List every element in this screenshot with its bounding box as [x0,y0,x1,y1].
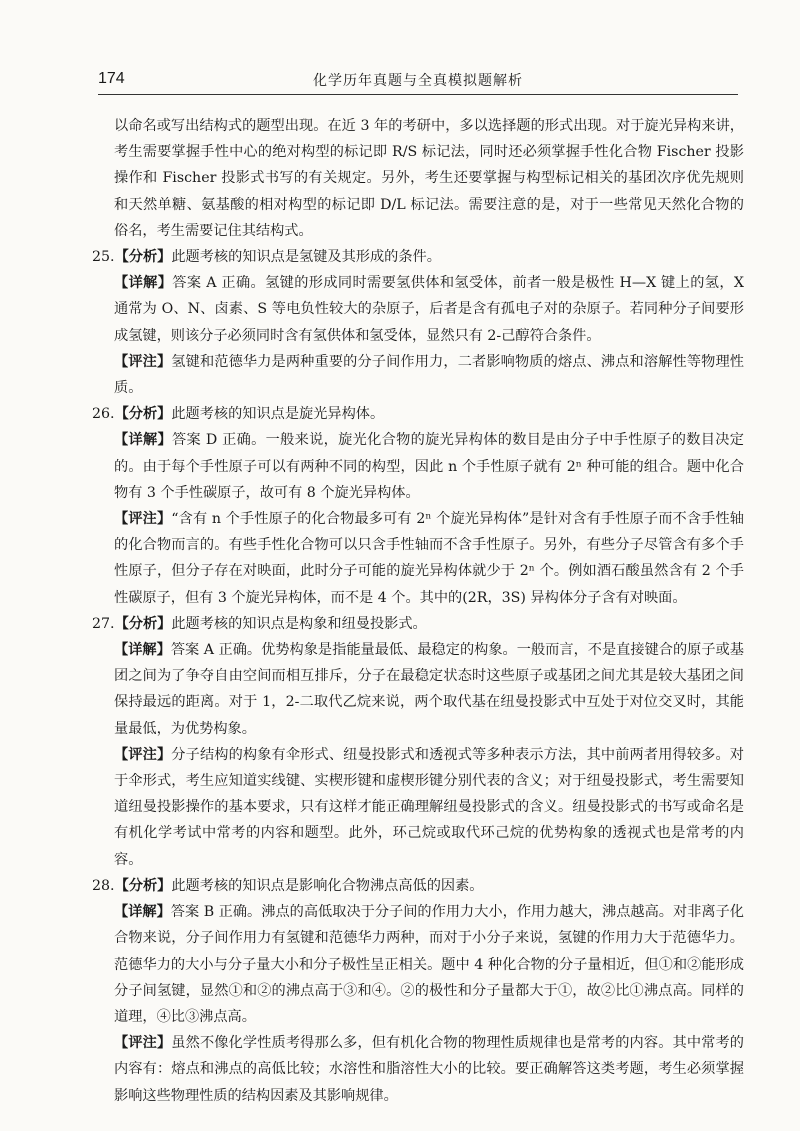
q27-comment-text: 分子结构的构象有伞形式、纽曼投影式和透视式等多种表示方法，其中前两者用得较多。对于伞形式，考生应知道实线键、实楔形键和虚楔形键分别代表的含义；对于纽曼投影式，考生需要知道纽曼投影操作的基本要求，只有这样才能正确理解纽曼投影式的含义。纽曼投影式的书写或命名是有机化学考试中常考的内容和题型。此外，环己烷或取代环己烷的优势构象的透视式也是常考的内容。 [114,746,744,868]
q26-detail-tag: 【详解】 [114,432,173,449]
q25-analysis-tag: 【分析】 [114,249,172,266]
q26-comment [92,506,744,611]
q27-comment [92,742,744,873]
q28-analysis-text: 此题考核的知识点是影响化合物沸点高低的因素。 [171,877,484,894]
q28-detail-tag: 【详解】 [114,904,171,921]
q27-analysis [92,611,744,637]
q27-number: 27. [92,615,115,632]
q25-comment [92,349,744,401]
page-body [92,113,744,1109]
header-rule [98,94,738,95]
q25-analysis-text: 此题考核的知识点是氢键及其形成的条件。 [171,249,441,266]
q26-analysis-tag: 【分析】 [114,406,172,423]
running-title: 化学历年真题与全真模拟题解析 [313,73,523,89]
q26-detail-text: 答案 D 正确。一般来说，旋光化合物的旋光异构体的数目是由分子中手性原子的数目决定的。由于每个手性原子可以有两种不同的构型，因此 n 个手性原子就有 2ⁿ 种可能的组合。题中化合物有 3 个手性碳原子，故可有 8 个旋光异构体。 [114,432,744,501]
q28-detail-text: 答案 B 正确。沸点的高低取决于分子间的作用力大小，作用力越大，沸点越高。对非离子化合物来说，分子间作用力有氢键和范德华力两种，而对于小分子来说，氢键的作用力大于范德华力。范德华力的大小与分子量大小和分子极性呈正相关。题中 4 种化合物的分子量相近，但①和②能形成分子间氢键，显然①和②的沸点高于③和④。②的极性和分子量都大于①，故②比①沸点高。同样的道理，④比③沸点高。 [114,904,744,1025]
q25-number: 25. [92,249,115,266]
q27-detail [92,637,744,742]
q28-analysis-tag: 【分析】 [114,877,172,894]
q27-analysis-tag: 【分析】 [114,615,172,632]
q28-comment-tag: 【评注】 [114,1035,172,1052]
q25-comment-text: 氢键和范德华力是两种重要的分子间作用力，二者影响物质的熔点、沸点和溶解性等物理性质。 [114,353,744,397]
q27-comment-tag: 【评注】 [114,746,172,763]
q27-detail-text: 答案 A 正确。优势构象是指能量最低、最稳定的构象。一般而言，不是直接键合的原子或基团之间为了争夺自由空间而相互排斥，分子在最稳定状态时这些原子或基团之间尤其是较大基团之间保持最远的距离。对于 1，2-二取代乙烷来说，两个取代基在纽曼投影式中互处于对位交叉时，其能量最低，为优势构象。 [114,642,744,737]
q25-comment-tag: 【评注】 [114,353,172,370]
q25-detail-text: 答案 A 正确。氢键的形成同时需要氢供体和氢受体，前者一般是极性 H—X 键上的氢，X 通常为 O、N、卤素、S 等电负性较大的杂原子，后者是含有孤电子对的杂原子。若同种分子间要形成氢键，则该分子必须同时含有氢供体和氢受体，显然只有 2-己醇符合条件。 [114,275,744,344]
page-header [98,68,738,98]
q28-analysis [92,873,744,899]
page-number: 174 [98,70,125,87]
q26-comment-tag: 【评注】 [114,511,172,528]
q25-detail [92,270,744,349]
q27-analysis-text: 此题考核的知识点是构象和纽曼投影式。 [171,615,427,632]
q26-detail [92,427,744,506]
q28-detail [92,899,744,1030]
intro-paragraph: 以命名或写出结构式的题型出现。在近 3 年的考研中，多以选择题的形式出现。对于旋光异构来讲，考生需要掌握手性中心的绝对构型的标记即 R/S 标记法，同时还必须掌握手性化合物 Fischer 投影操作和 Fischer 投影式书写的有关规定。另外，考生还要掌握与构型标记相关的基团次序优先规则和天然单糖、氨基酸的相对构型的标记即 D/L 标记法。需要注意的是，对于一些常见天然化合物的俗名，考生需要记住其结构式。 [114,118,744,239]
q26-analysis-text: 此题考核的知识点是旋光异构体。 [171,406,385,423]
q26-analysis [92,401,744,427]
q28-comment [92,1030,744,1109]
q28-comment-text: 虽然不像化学性质考得那么多，但有机化合物的物理性质规律也是常考的内容。其中常考的内容有：熔点和沸点的高低比较；水溶性和脂溶性大小的比较。要正确解答这类考题，考生必须掌握影响这些物理性质的结构因素及其影响规律。 [114,1035,744,1104]
q26-number: 26. [92,406,115,423]
q27-detail-tag: 【详解】 [114,642,171,659]
q25-analysis [92,244,744,270]
q28-number: 28. [92,877,115,894]
q26-comment-text: “含有 n 个手性原子的化合物最多可有 2ⁿ 个旋光异构体”是针对含有手性原子而不含手性轴的化合物而言的。有些手性化合物可以只含手性轴而不含手性原子。另外，有些分子尽管含有多个手性原子，但分子存在对映面，此时分子可能的旋光异构体就少于 2ⁿ 个。例如酒石酸虽然含有 2 个手性碳原子，但有 3 个旋光异构体，而不是 4 个。其中的(2R，3S) 异构体分子含有对映面。 [114,511,744,606]
q25-detail-tag: 【详解】 [114,275,173,292]
